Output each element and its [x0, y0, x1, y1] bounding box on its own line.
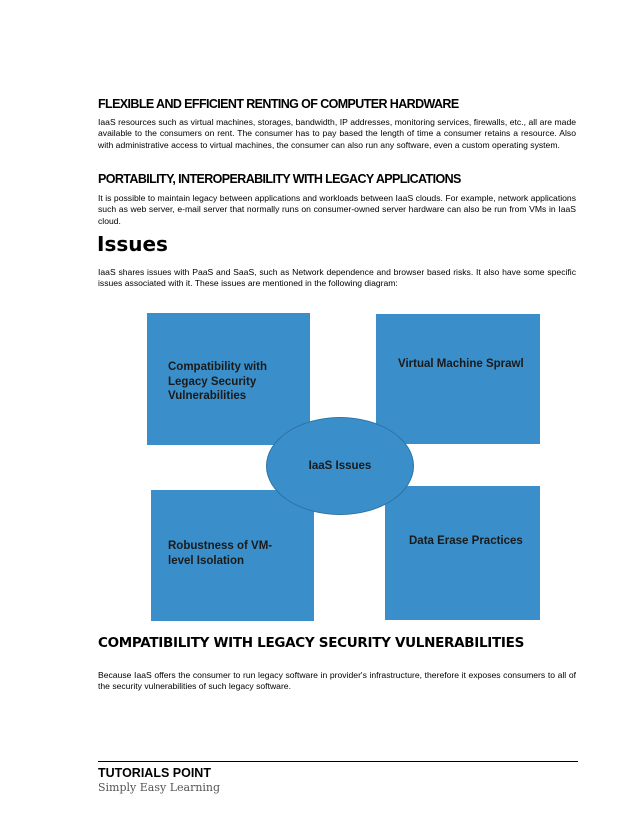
diagram-label-robustness	[168, 539, 272, 568]
diagram-label-line: Legacy Security	[168, 375, 257, 388]
diagram-box-top-right	[376, 314, 540, 444]
diagram-label-line: Robustness of VM-	[168, 540, 273, 552]
diagram-label-line: level Isolation	[168, 554, 245, 567]
iaas-issues-diagram	[147, 313, 540, 623]
section-body-flexible: IaaS resources such as virtual machines, storages, bandwidth, IP addresses, monitoring services, firewalls, etc., all are made available to the consumers on rent. The consumer has to pay based the length of time a consumer retains a resource. Also with administrative access to virtual machines, the consumer can also run any software, even a custom operating system.	[98, 117, 576, 150]
section-body-portability: It is possible to maintain legacy between applications and workloads between IaaS clouds. For example, network applications such as web server, e-mail server that normally runs on consumer-owned server hardware can also be run from VMs in IaaS cloud.	[98, 193, 576, 226]
section-heading-flexible: FLEXIBLE AND EFFICIENT RENTING OF COMPUTER HARDWARE	[98, 97, 459, 111]
footer-divider	[98, 761, 578, 762]
section-heading-portability: PORTABILITY, INTEROPERABILITY WITH LEGACY APPLICATIONS	[98, 172, 461, 186]
diagram-label-line: Data Erase Practices	[409, 535, 523, 547]
compatibility-heading: COMPATIBILITY WITH LEGACY SECURITY VULNERABILITIES	[98, 635, 524, 651]
issues-body: IaaS shares issues with PaaS and SaaS, such as Network dependence and browser based risks. It also have some specific issues associated with it. These issues are mentioned in the following diagram:	[98, 267, 576, 289]
footer-subtitle: Simply Easy Learning	[98, 781, 221, 794]
diagram-label-data-erase	[409, 534, 523, 549]
compatibility-body: Because IaaS offers the consumer to run legacy software in provider's infrastructure, therefore it exposes consumers to all of the security vulnerabilities of such legacy software.	[98, 670, 576, 692]
diagram-center-label: IaaS Issues	[308, 460, 372, 472]
footer-title: TUTORIALS POINT	[98, 766, 211, 780]
diagram-box-bottom-right	[385, 486, 540, 620]
diagram-label-line: Virtual Machine Sprawl	[398, 358, 524, 370]
issues-heading: Issues	[97, 232, 168, 256]
diagram-label-vm-sprawl	[398, 357, 524, 372]
diagram-box-top-left	[147, 313, 310, 445]
diagram-box-bottom-left	[151, 490, 314, 621]
diagram-label-compatibility	[168, 360, 267, 404]
diagram-label-line: Compatibility with	[168, 361, 268, 373]
diagram-center-ellipse	[266, 417, 414, 515]
diagram-label-line: Vulnerabilities	[168, 390, 247, 402]
